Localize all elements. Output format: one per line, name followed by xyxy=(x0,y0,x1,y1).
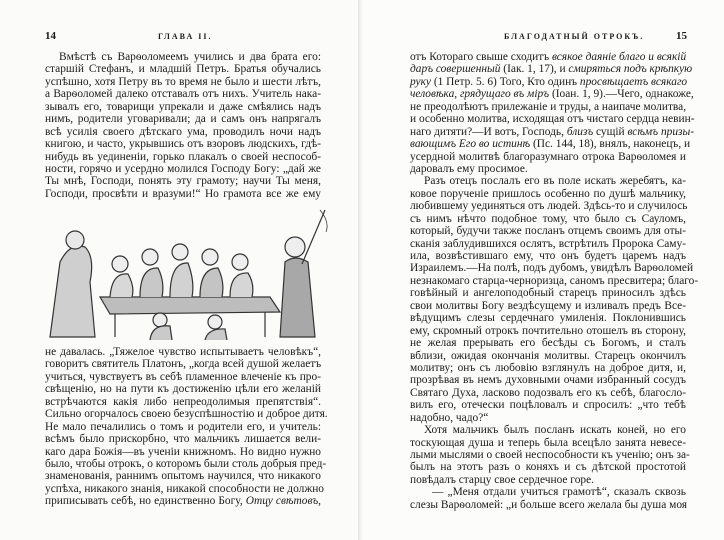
text-line xyxy=(410,113,695,126)
text-line xyxy=(45,126,321,138)
text-segment: лыми мыслями о своей неспособности къ ученію; онъ за- xyxy=(410,449,690,461)
text-line xyxy=(410,362,686,374)
text-segment: былъ на этотъ разъ о коняхъ и съ дѣтской простотой xyxy=(410,461,686,474)
text-segment: Не мало печалились о томъ и родители его, и учитель: xyxy=(45,420,321,433)
text-segment: съ нимъ нѣчто подобное тому, что было съ Сауломъ, xyxy=(410,212,686,225)
text-line xyxy=(45,346,321,358)
text-line xyxy=(45,138,321,150)
text-segment: отъ Котораго свыше сходитъ xyxy=(410,51,552,63)
text-line xyxy=(410,449,690,461)
text-line xyxy=(45,151,321,163)
text-line xyxy=(45,371,321,383)
text-line xyxy=(45,433,321,445)
text-segment: ему, скромный отрокъ почтительно отошелъ въ сторону, xyxy=(410,324,686,337)
text-segment: ила, возвѣстившаго ему, что онъ будетъ царемъ надъ xyxy=(410,250,686,262)
text-line xyxy=(410,200,686,212)
text-segment: Ты мнѣ, Господи, понять эту грамоту; научи Ты меня, xyxy=(45,175,321,188)
text-line xyxy=(410,63,693,76)
text-line xyxy=(410,461,686,473)
text-block-bottom xyxy=(45,346,328,508)
text-segment: надобно, чадо?“ xyxy=(410,411,489,424)
text-segment: сущій xyxy=(593,125,628,138)
text-line xyxy=(45,446,321,458)
text-segment: вблизи, ожидая окончанія молитвы. Старецъ окончилъ xyxy=(410,349,686,362)
text-segment: наго дитяти?—И вотъ, Господь, xyxy=(410,125,567,138)
text-segment: Израилемъ.—На полѣ, подъ дубомъ, увидѣлъ Варѳоломей xyxy=(410,262,694,275)
text-segment: ковое порученіе пришлось особенно по душѣ мальчику, xyxy=(410,187,686,200)
text-segment: не преодолѣютъ прилежаніе и труды, а наипаче молитва, xyxy=(410,100,687,113)
text-line xyxy=(410,399,686,411)
text-line xyxy=(410,350,686,362)
text-segment: вилъ его, отечески поцѣловалъ и спросилъ: „что тебѣ xyxy=(410,399,686,412)
text-segment: учиться, чувствуетъ въ себѣ пламенное влеченіе къ про- xyxy=(45,370,321,383)
text-line xyxy=(45,76,321,88)
italic-quote: руку xyxy=(410,75,431,88)
text-line xyxy=(410,437,686,449)
text-line xyxy=(45,188,321,200)
italic-quote: Отцу свѣтовъ, xyxy=(245,495,321,508)
text-line xyxy=(410,213,686,225)
text-segment: — „Меня отдали учиться грамотѣ“, сказалъ сквозь xyxy=(432,486,686,499)
text-line xyxy=(410,138,691,151)
text-segment: не желая прерывать его бесѣды съ Богомъ, и сталъ xyxy=(410,337,686,350)
text-segment: слезы Варѳоломей: „и больше всего желала бы душа моя xyxy=(410,498,688,511)
text-segment: (Пс. 144, 18), внялъ, наконецъ, и xyxy=(530,138,691,151)
text-line xyxy=(410,88,694,101)
text-line xyxy=(45,408,328,421)
text-line xyxy=(410,486,686,498)
text-segment: зывалъ его, товарищи упрекали и даже смѣялись надъ xyxy=(45,100,321,113)
text-line xyxy=(45,163,321,175)
text-line xyxy=(410,387,686,399)
page-number: 14 xyxy=(45,30,56,42)
text-segment: каго дара Божія—въ ученіи книжномъ. Но видно нужно xyxy=(45,445,321,458)
italic-quote: смиряться подъ крѣпкую xyxy=(568,63,693,76)
text-line xyxy=(410,300,686,312)
text-segment: который, будучи также посланъ отцемъ своимъ для оты- xyxy=(410,225,686,238)
text-line xyxy=(45,101,321,113)
text-line xyxy=(410,101,686,113)
text-line xyxy=(45,175,321,187)
text-line xyxy=(45,51,321,63)
text-line xyxy=(410,238,686,250)
text-segment: повѣдалъ старцу свое сердечное горе. xyxy=(410,473,594,486)
text-line xyxy=(410,424,686,436)
left-page xyxy=(0,0,360,540)
text-segment: незнакомаго старца-черноризца, саномъ пресвитера; благо- xyxy=(410,274,699,287)
text-line xyxy=(410,274,699,287)
text-line xyxy=(410,188,686,200)
text-segment: успѣшно, хотя Петру въ то время не было и шести лѣтъ, xyxy=(45,75,321,88)
school-illustration xyxy=(40,202,330,342)
text-line xyxy=(410,337,686,349)
text-line xyxy=(410,175,686,187)
text-segment: говѣйный и ангелоподобный старецъ приносилъ здѣсь xyxy=(410,287,686,300)
text-block-top xyxy=(45,51,321,200)
text-segment: прозрѣвая въ немъ духовными очами избранный сосудъ xyxy=(410,374,686,387)
text-line xyxy=(410,325,686,337)
text-line xyxy=(45,88,321,100)
text-segment: приписывать себѣ, но единственно Богу, xyxy=(45,495,246,508)
text-segment: было, чтобы отрокъ, о которомъ были столь добрыя пред- xyxy=(45,457,327,470)
text-segment: любившему уединяться отъ людей. Здѣсь-то и случилось xyxy=(410,200,688,213)
text-line xyxy=(410,374,686,386)
text-line xyxy=(410,51,686,63)
text-line xyxy=(45,457,327,470)
text-line xyxy=(45,63,321,75)
text-segment: Хотя мальчикъ былъ посланъ искать коней, но его xyxy=(424,424,686,437)
text-segment: Вмѣстѣ съ Варѳоломеемъ учились и два брата его: xyxy=(59,51,321,63)
italic-quote: всякое даяніе благо и всякій xyxy=(551,51,687,63)
text-line xyxy=(45,495,321,507)
text-segment: сканія заблудившихся ослятъ, встрѣтилъ Пророка Саму- xyxy=(410,237,686,250)
text-line xyxy=(410,163,686,175)
text-line xyxy=(410,262,694,275)
text-line xyxy=(45,358,321,370)
text-line xyxy=(45,482,324,495)
text-line xyxy=(410,412,686,424)
text-line xyxy=(410,312,686,324)
text-segment: не давалась. „Тяжелое чувство испытываетъ человѣкъ“, xyxy=(45,346,321,358)
text-segment: Святаго Духа, ласково подозвалъ его къ себѣ, благосло- xyxy=(410,386,686,399)
italic-quote: даръ совершенный xyxy=(410,63,501,76)
text-line xyxy=(410,474,686,486)
text-segment: всѣ усилія своего дѣтскаго ума, проводилъ ночи надъ xyxy=(45,125,321,138)
page-number: 15 xyxy=(676,30,687,42)
text-line xyxy=(45,113,321,125)
text-segment: книгою, и часто, укрывшись отъ взоровъ людскихъ, гдѣ- xyxy=(45,138,321,151)
text-segment: а Варѳоломей далеко отставалъ отъ нихъ. Учитель нака- xyxy=(45,88,321,101)
text-segment: Разъ отецъ послалъ его въ поле искать жеребятъ, ка- xyxy=(424,175,686,188)
text-line xyxy=(45,421,321,433)
text-segment: усердной молитвѣ благоразумнаго отрока Варѳоломея и xyxy=(410,150,686,163)
text-segment: встрѣчаются какія либо непреодолимыя препятствія“. xyxy=(45,395,321,408)
text-segment: Господи, просвѣти и вразуми!“ Но грамота все же ему xyxy=(45,187,321,200)
text-line xyxy=(410,287,686,299)
text-line xyxy=(410,125,694,138)
running-head: ГЛАВА II. xyxy=(158,32,213,41)
text-line xyxy=(45,396,321,408)
italic-quote: близъ xyxy=(566,125,594,138)
text-segment: ности, горячо и усердно молился Господу Богу: „дай же xyxy=(45,162,321,175)
text-segment: (Іак. 1, 17), и xyxy=(500,63,569,76)
text-line xyxy=(45,470,321,482)
italic-quote: вающимъ Его во истинѣ xyxy=(410,138,531,151)
text-line xyxy=(410,151,686,163)
text-segment: знаменованія, раннимъ опытомъ научился, что никакого xyxy=(45,470,321,483)
text-line xyxy=(410,225,686,237)
text-line xyxy=(410,250,686,262)
text-segment: (Іоан. 1, 9).—Чего, однакоже, xyxy=(549,88,694,101)
text-segment: и особенно молитва, исходящая отъ чистаго сердца невин- xyxy=(410,113,695,126)
text-segment: свѣщенію, но на пути къ достиженію цѣли его желаній xyxy=(45,383,321,396)
text-segment: нимъ, родители уговаривали; да и самъ онъ напрягалъ xyxy=(45,113,321,126)
text-segment: тоскующая душа и теперь была всецѣло занята невесе- xyxy=(410,436,686,449)
text-segment: Сильно огорчалось своею безуспѣшностію и доброе дитя. xyxy=(45,408,328,421)
text-segment: всѣмъ было прискорбно, что мальчикъ лишается вели- xyxy=(45,433,321,446)
text-segment: вѣдущимъ слезы сердечнаго умиленія. Поклонившись xyxy=(410,312,686,325)
running-head: БЛАГОДАТНЫЙ ОТРОКЪ. xyxy=(504,32,645,41)
text-segment: старшій Стефанъ, и младшій Петръ. Братья обучались xyxy=(45,63,321,76)
text-line xyxy=(410,76,686,88)
text-segment: (1 Петр. 5. 6) Того, Кто одинъ xyxy=(431,75,580,88)
text-segment: говоритъ святитель Платонъ, „когда всей душой желаетъ xyxy=(45,358,322,371)
text-segment: даровалъ ему просимое. xyxy=(410,162,528,175)
text-segment: свои молитвы Богу вездѣсущему и изливалъ предъ Все- xyxy=(410,299,686,312)
right-page xyxy=(362,0,724,540)
text-segment: нибудь въ уединеніи, горько плакалъ о своей неспособ- xyxy=(45,150,321,163)
text-line xyxy=(410,499,686,511)
text-segment: успѣха, никакого знанія, никакой способности не должно xyxy=(45,482,324,495)
text-block xyxy=(410,51,699,511)
italic-quote: просвѣщаетъ всякаго xyxy=(579,75,688,88)
italic-quote: всѣмъ призы- xyxy=(627,125,694,138)
italic-quote: человѣка, грядущаго въ міръ xyxy=(410,88,550,101)
text-line xyxy=(45,383,321,395)
text-segment: молитву; онъ съ любовію взглянулъ на доброе дитя, и, xyxy=(410,361,686,374)
